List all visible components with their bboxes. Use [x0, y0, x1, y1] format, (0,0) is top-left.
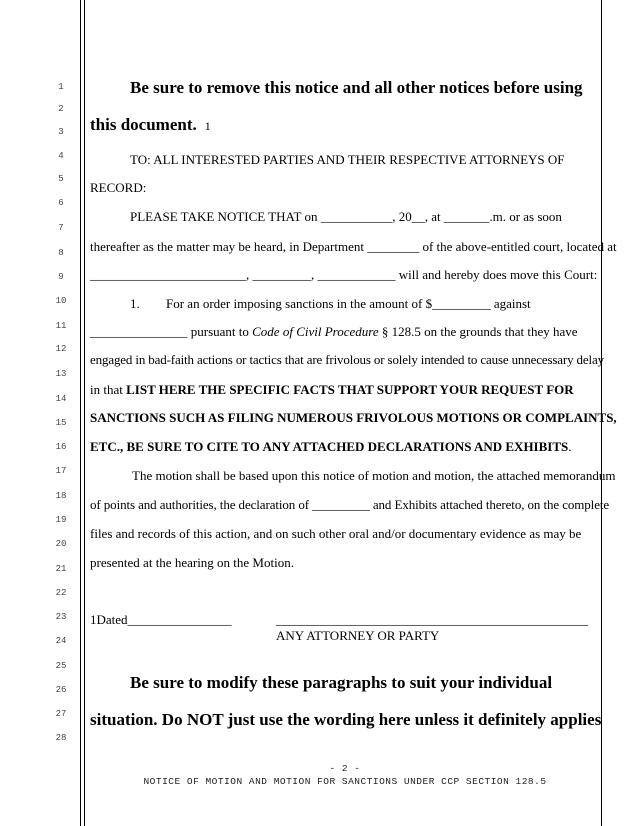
removal-notice-text: this document.: [90, 115, 197, 134]
line-number: 26: [55, 685, 67, 695]
modify-notice-line-2: situation. Do NOT just use the wording here unless it definitely applies: [90, 710, 602, 729]
motion-paragraph-line-3: files and records of this action, and on such other oral and/or documentary evidence as may be: [90, 526, 582, 541]
line-number: 15: [55, 418, 67, 428]
modify-notice-line-1: Be sure to modify these paragraphs to suit your individual: [130, 673, 553, 692]
line-number: 23: [55, 612, 67, 622]
item-1-line-1: For an order imposing sanctions in the amount of $_________ against: [166, 296, 531, 311]
line-number: 19: [55, 515, 67, 525]
line-number: 7: [58, 223, 64, 233]
item-1-line-2-start: _______________ pursuant to: [90, 324, 253, 339]
line-number: 1: [58, 82, 64, 92]
line-number: 14: [55, 394, 67, 404]
addressee-record-line: RECORD:: [90, 180, 147, 195]
item-1-instruction: LIST HERE THE SPECIFIC FACTS THAT SUPPORT YOUR REQUEST FOR: [126, 382, 574, 397]
line-number: 2: [58, 104, 64, 114]
line-number: 17: [55, 466, 67, 476]
line-number: 27: [55, 709, 67, 719]
line-number: 16: [55, 442, 67, 452]
line-number: 4: [58, 151, 64, 161]
line-number: 13: [55, 369, 67, 379]
line-number: 28: [55, 733, 67, 743]
line-number: 3: [58, 127, 64, 137]
item-1-number: 1.: [130, 296, 140, 311]
line-number: 12: [55, 344, 67, 354]
item-1-line-2-end: § 128.5 on the grounds that they have: [378, 324, 578, 339]
page-number: - 2 -: [329, 763, 361, 774]
line-number: 18: [55, 491, 67, 501]
notice-paragraph-line-3: ________________________, _________, ____________ will and hereby does move this Court:: [90, 267, 598, 282]
line-number: 10: [55, 296, 67, 306]
motion-paragraph-line-1: The motion shall be based upon this notice of motion and motion, the attached memorandum: [132, 468, 616, 483]
item-1-line-4: [90, 382, 574, 398]
line-number: 5: [58, 174, 64, 184]
signature-label: ANY ATTORNEY OR PARTY: [276, 628, 440, 643]
line-number: 21: [55, 564, 67, 574]
line-number: 8: [58, 248, 64, 258]
line-number: 20: [55, 539, 67, 549]
item-1-line-2: [90, 324, 578, 340]
addressee-line: TO: ALL INTERESTED PARTIES AND THEIR RESPECTIVE ATTORNEYS OF: [130, 152, 565, 167]
item-1-line-6: [90, 439, 572, 455]
line-number: 22: [55, 588, 67, 598]
item-1-instruction-end: ETC., BE SURE TO CITE TO ANY ATTACHED DECLARATIONS AND EXHIBITS: [90, 439, 569, 454]
removal-notice-line-2: [90, 115, 211, 135]
left-margin-rule-outer: [80, 0, 81, 826]
line-number: 9: [58, 272, 64, 282]
line-number: 25: [55, 661, 67, 671]
notice-paragraph-line-2: thereafter as the matter may be heard, in Department ________ of the above-entitled court, located at: [90, 239, 617, 254]
line-number: 24: [55, 636, 67, 646]
item-1-period: .: [568, 439, 572, 454]
line-number: 11: [55, 321, 67, 331]
removal-notice-line-1: Be sure to remove this notice and all other notices before using: [130, 78, 583, 97]
motion-paragraph-line-2: of points and authorities, the declaration of _________ and Exhibits attached thereto, on the complete: [90, 497, 610, 512]
line-number: 6: [58, 198, 64, 208]
footer-title: NOTICE OF MOTION AND MOTION FOR SANCTIONS UNDER CCP SECTION 128.5: [143, 776, 547, 787]
signature-line: ________________________________________________: [276, 612, 588, 627]
notice-paragraph-line-1: PLEASE TAKE NOTICE THAT on ___________, 20__, at _______.m. or as soon: [130, 209, 562, 224]
item-1-line-5: SANCTIONS SUCH AS FILING NUMEROUS FRIVOLOUS MOTIONS OR COMPLAINTS,: [90, 410, 617, 425]
item-1-line-3: engaged in bad-faith actions or tactics that are frivolous or solely intended to cause unnecessary delay: [90, 352, 604, 367]
code-citation: Code of Civil Procedure: [252, 324, 379, 339]
left-margin-rule-inner: [84, 0, 85, 826]
motion-paragraph-line-4: presented at the hearing on the Motion.: [90, 555, 294, 570]
dated-line: 1Dated________________: [90, 612, 232, 627]
item-1-line-4-start: in that: [90, 382, 127, 397]
footnote-mark: 1: [204, 119, 211, 133]
